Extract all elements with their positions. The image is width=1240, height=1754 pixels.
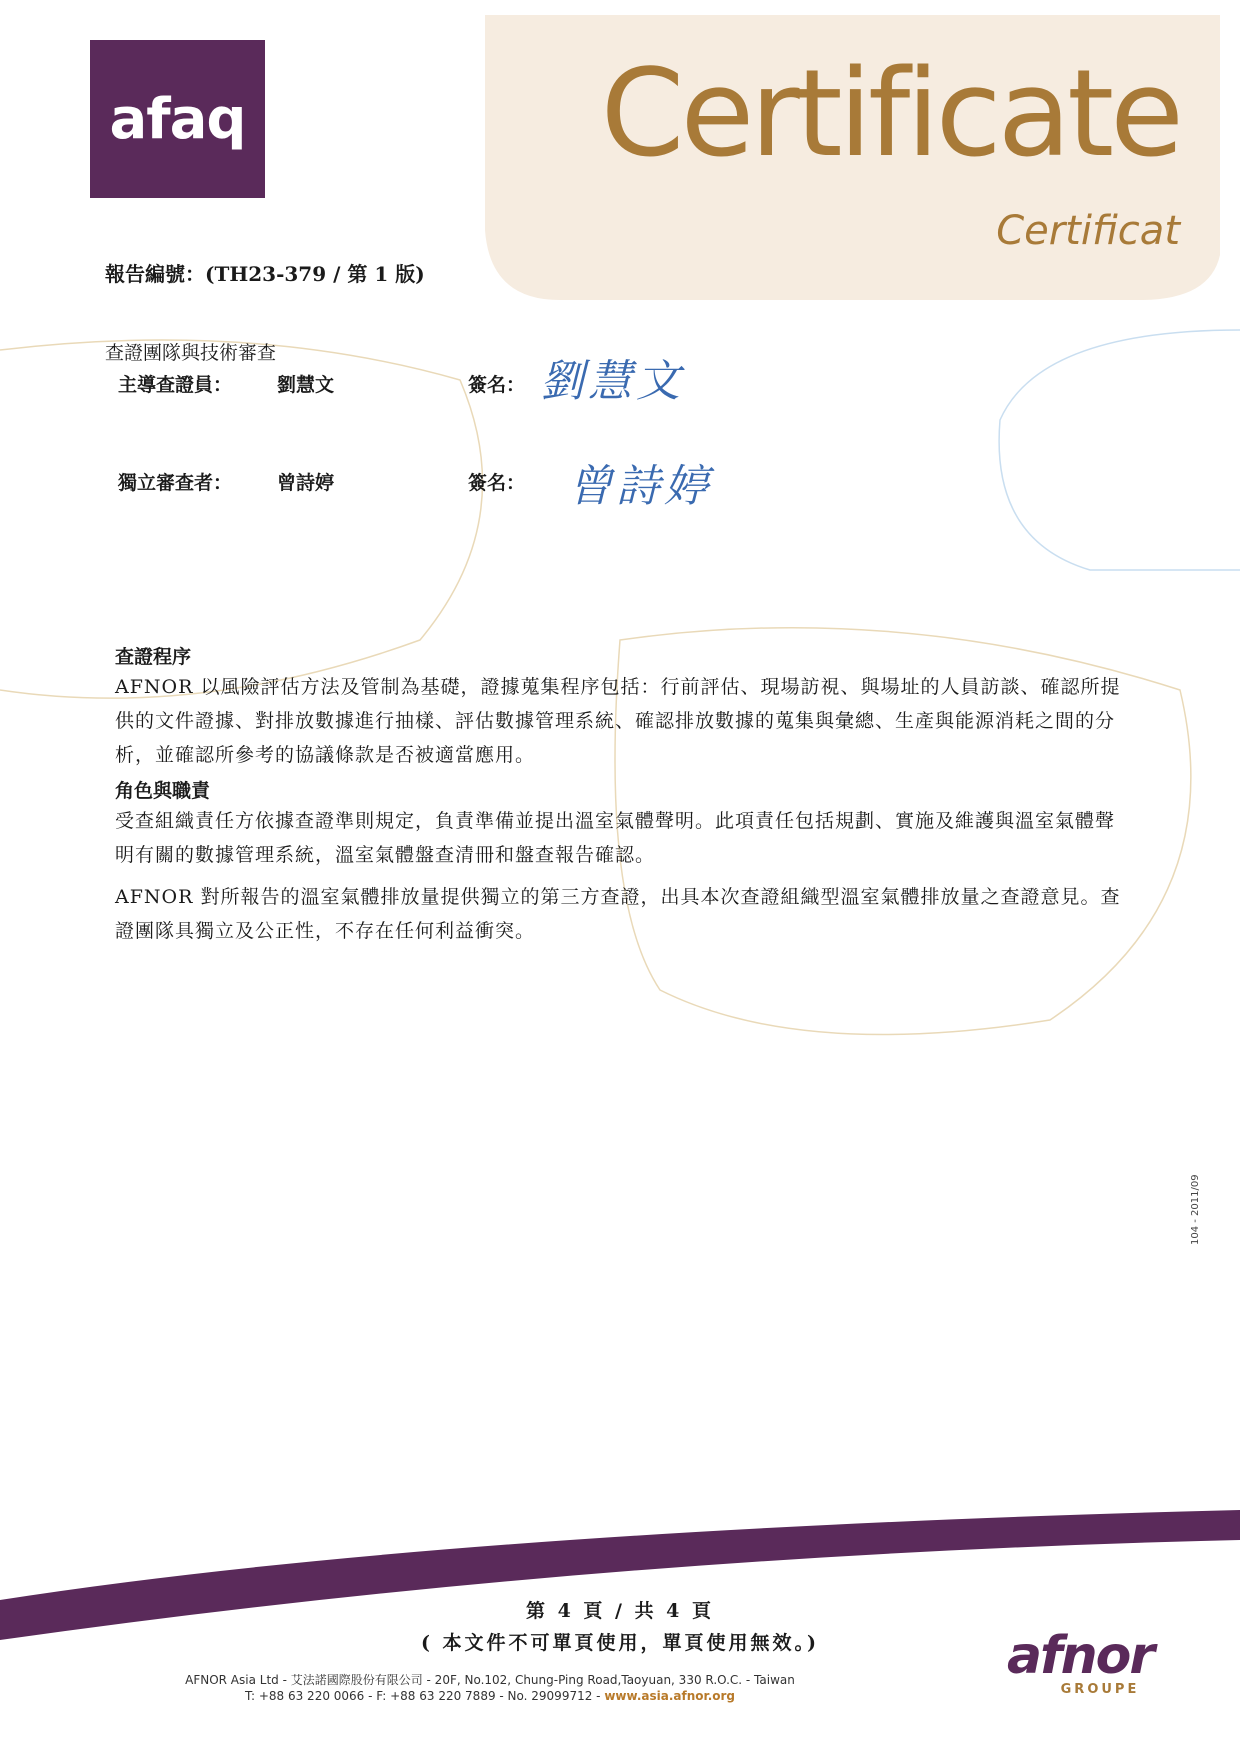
afnor-logo-group: GROUPE	[1060, 1682, 1140, 1697]
contact-numbers: T: +88 63 220 0066 - F: +88 63 220 7889 - No. 29099712 -	[244, 1689, 605, 1704]
certificate-title: Certificate	[600, 45, 1180, 184]
procedure-heading: 查證程序	[115, 646, 192, 668]
lead-verifier-label: 主導查證員：	[118, 374, 233, 396]
website-link[interactable]: www.asia.afnor.org	[604, 1689, 736, 1704]
validity-note: ( 本文件不可單頁使用，單頁使用無效。)	[420, 1632, 820, 1654]
afnor-logo	[990, 1626, 1170, 1697]
report-number: 報告編號：(TH23-379 / 第 1 版)	[105, 262, 425, 286]
team-heading: 查證團隊與技術審查	[105, 342, 277, 364]
reviewer-signature: 曾詩婷	[568, 461, 712, 512]
afnor-logo-name: afnor	[1006, 1626, 1154, 1686]
reviewer-signature-label: 簽名：	[468, 472, 526, 494]
company-address	[160, 1672, 820, 1704]
roles-heading: 角色與職責	[115, 780, 211, 802]
certificate-subtitle: Certificat	[996, 208, 1180, 254]
reviewer-name: 曾詩婷	[277, 472, 335, 494]
form-code: 104 - 2011/09	[1190, 1174, 1201, 1245]
opinion-text: AFNOR 對所報告的溫室氣體排放量提供獨立的第三方查證，出具本次查證組織型溫室氣體排放量之查證意見。查證團隊具獨立及公正性，不存在任何利益衝突。	[115, 886, 1121, 943]
roles-text: 受查組織責任方依據查證準則規定，負責準備並提出溫室氣體聲明。此項責任包括規劃、實施及維護與溫室氣體聲明有關的數據管理系統，溫室氣體盤查清冊和盤查報告確認。	[115, 810, 1116, 867]
address-line-1: AFNOR Asia Ltd - 艾法諾國際股份有限公司 - 20F, No.102, Chung-Ping Road,Taoyuan, 330 R.O.C. - Taiwan	[185, 1673, 795, 1687]
lead-signature-label: 簽名：	[468, 374, 526, 396]
address-line-2	[160, 1688, 820, 1704]
afaq-logo: afaq	[90, 40, 265, 198]
page-indicator: 第 4 頁 / 共 4 頁	[525, 1600, 715, 1622]
reviewer-label: 獨立審查者：	[118, 472, 233, 494]
lead-signature: 劉慧文	[540, 356, 684, 407]
lead-verifier-name: 劉慧文	[277, 374, 335, 396]
procedure-text: AFNOR 以風險評估方法及管制為基礎，證據蒐集程序包括：行前評估、現場訪視、與場址的人員訪談、確認所提供的文件證據、對排放數據進行抽樣、評估數據管理系統、確認排放數據的蒐集與彙總、生產與能源消耗之間的分析，並確認所參考的協議條款是否被適當應用。	[115, 676, 1121, 767]
